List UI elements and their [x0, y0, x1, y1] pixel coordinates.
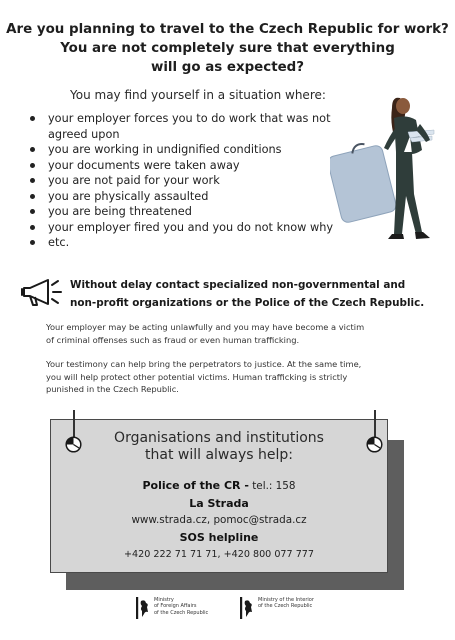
- headline-line-2: You are not completely sure that everything: [60, 41, 395, 56]
- czech-lion-icon: [136, 597, 150, 619]
- headline-line-3: will go as expected?: [150, 60, 305, 75]
- megaphone-icon: [18, 276, 64, 310]
- list-item: etc.: [20, 235, 365, 251]
- lastrada-name: La Strada: [189, 497, 249, 510]
- list-item: your employer fired you and you do not know why: [20, 220, 365, 236]
- sos-helpline-phones: +420 222 71 71 71, +420 800 077 777: [123, 549, 314, 560]
- traveler-illustration: [330, 90, 445, 250]
- intro-text: You may find yourself in a situation where:: [70, 88, 326, 102]
- list-item: you are being threatened: [20, 204, 365, 220]
- sos-helpline-name: SOS helpline: [179, 531, 259, 544]
- situation-list: [20, 111, 365, 251]
- ministry-text: of the Czech Republic: [154, 609, 209, 616]
- list-item-continuation: agreed upon: [48, 127, 120, 141]
- lastrada-contact: www.strada.cz, pomoc@strada.cz: [131, 514, 307, 526]
- paragraph-line: Your employer may be acting unlawfully and you may have become a victim: [46, 322, 365, 332]
- ministry-text: Ministry of the Interior: [258, 597, 314, 603]
- callout-line-2: non-profit organizations or the Police of the Czech Republic.: [70, 297, 425, 309]
- list-item: your documents were taken away: [20, 158, 365, 174]
- list-item: you are not paid for your work: [20, 173, 365, 189]
- headline-line-1: Are you planning to travel to the Czech Republic for work?: [6, 22, 449, 37]
- paragraph-testimony: [46, 358, 426, 396]
- ministry-foreign-affairs-logo: [136, 597, 208, 619]
- callout-text: [70, 276, 424, 312]
- ministry-text: of the Czech Republic: [258, 603, 313, 610]
- czech-lion-icon: [240, 597, 254, 619]
- list-item: your employer forces you to do work that was not: [20, 111, 365, 127]
- paragraph-line: you will help protect other potential victims. Human trafficking is strictly: [46, 371, 348, 382]
- police-phone: tel.: 158: [248, 480, 296, 492]
- help-card-title-line-1: Organisations and institutions: [114, 430, 324, 446]
- list-item: you are working in undignified conditions: [20, 142, 365, 158]
- headline: [0, 20, 455, 77]
- suitcase-icon: [330, 143, 397, 224]
- help-card-title-line-2: that will always help:: [145, 447, 293, 463]
- paragraph-warning: [46, 321, 426, 346]
- ministry-interior-logo: [240, 597, 314, 619]
- ministry-text: of Foreign Affairs: [154, 603, 197, 610]
- police-line: [50, 475, 388, 495]
- help-card-contacts: [50, 475, 388, 563]
- help-card-title: [50, 430, 388, 464]
- paragraph-line: punished in the Czech Republic.: [46, 384, 179, 394]
- paragraph-line: Your testimony can help bring the perpetrators to justice. At the same time,: [46, 359, 362, 369]
- police-label: Police of the CR -: [142, 479, 249, 492]
- list-item: you are physically assaulted: [20, 189, 365, 205]
- ministry-text: Ministry: [154, 597, 174, 603]
- callout-line-1: Without delay contact specialized non-governmental and: [70, 279, 406, 291]
- paragraph-line: of criminal offenses such as fraud or even human trafficking.: [46, 334, 300, 345]
